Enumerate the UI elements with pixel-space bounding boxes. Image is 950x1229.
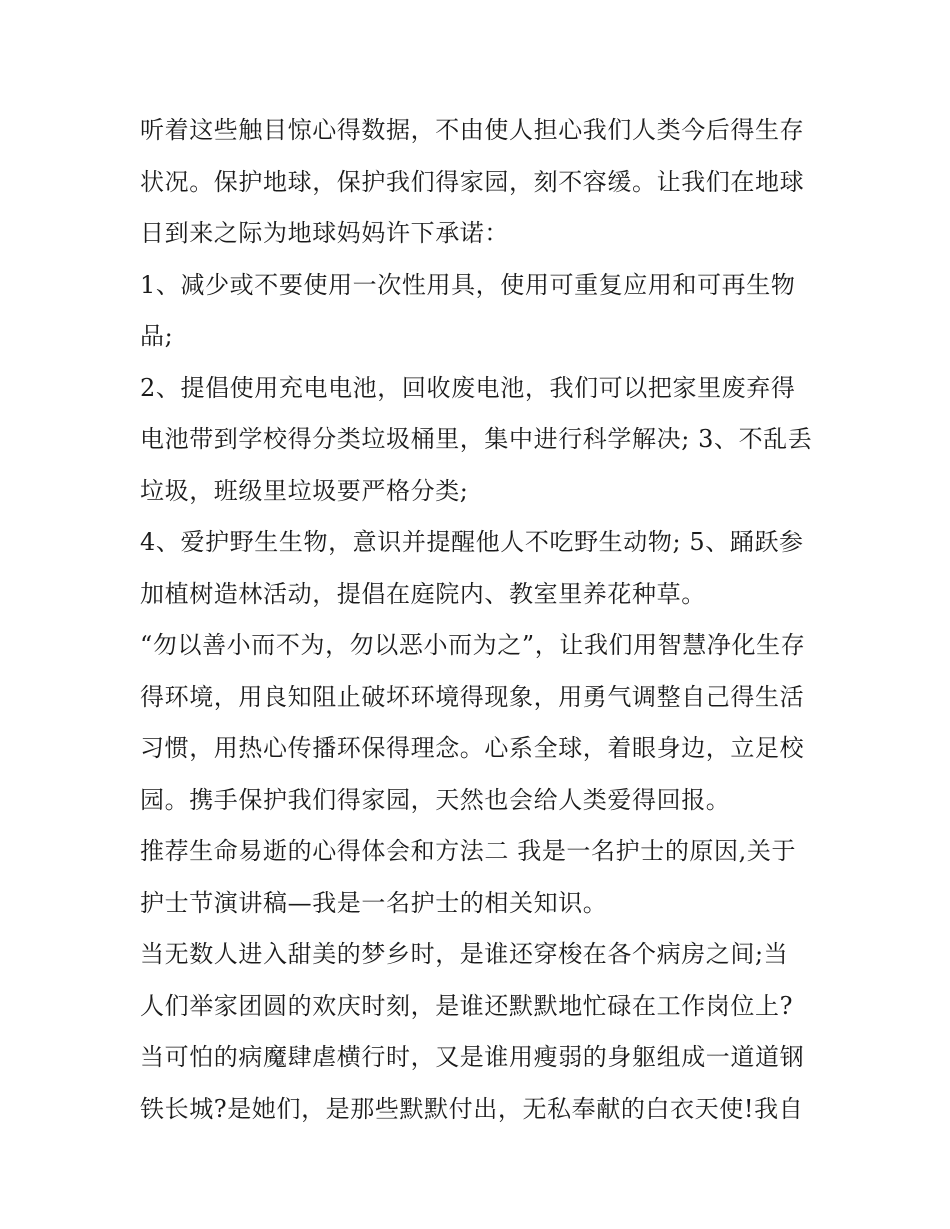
text-line: 铁长城?是她们，是那些默默付出，无私奉献的白衣天使!我自 (140, 1094, 804, 1123)
body-text (140, 105, 820, 1135)
text-line: 2、提倡使用充电电池，回收废电池，我们可以把家里废弃得 (140, 373, 796, 402)
text-line: 当无数人进入甜美的梦乡时，是谁还穿梭在各个病房之间;当 (140, 940, 789, 968)
text-line: 1、减少或不要使用一次性用具，使用可重复应用和可再生物 (140, 270, 796, 299)
text-line: 护士节演讲稿—我是一名护士的相关知识。 (140, 888, 608, 917)
text-line: 园。携手保护我们得家园，天然也会给人类爱得回报。 (140, 785, 731, 814)
text-line: 加植树造林活动，提倡在庭院内、教室里养花种草。 (140, 579, 706, 608)
text-line: 习惯，用热心传播环保得理念。心系全球，着眼身边，立足校 (140, 734, 805, 762)
text-line: 4、爱护野生生物，意识并提醒他人不吃野生动物; 5、踊跃参 (140, 528, 804, 556)
text-line: 状况。保护地球，保护我们得家园，刻不容缓。让我们在地球 (140, 167, 805, 196)
text-line: 听着这些触目惊心得数据，不由使人担心我们人类今后得生存 (140, 116, 805, 144)
text-line: 得环境，用良知阻止破坏环境得现象，用勇气调整自己得生活 (140, 682, 805, 711)
text-line: 当可怕的病魔肆虐横行时，又是谁用瘦弱的身躯组成一道道钢 (140, 1043, 805, 1071)
text-line: 人们举家团圆的欢庆时刻，是谁还默默地忙碌在工作岗位上? (140, 991, 794, 1020)
text-line: 日到来之际为地球妈妈许下承诺： (140, 219, 509, 247)
text-line: “勿以善小而不为，勿以恶小而为之”，让我们用智慧净化生存 (140, 631, 806, 659)
text-line: 推荐生命易逝的心得体会和方法二 我是一名护士的原因,关于 (140, 837, 797, 865)
text-line: 电池带到学校得分类垃圾桶里，集中进行科学解决; 3、不乱丢 (140, 425, 813, 453)
text-line: 品; (140, 322, 174, 350)
text-line: 垃圾，班级里垃圾要严格分类; (140, 476, 469, 505)
